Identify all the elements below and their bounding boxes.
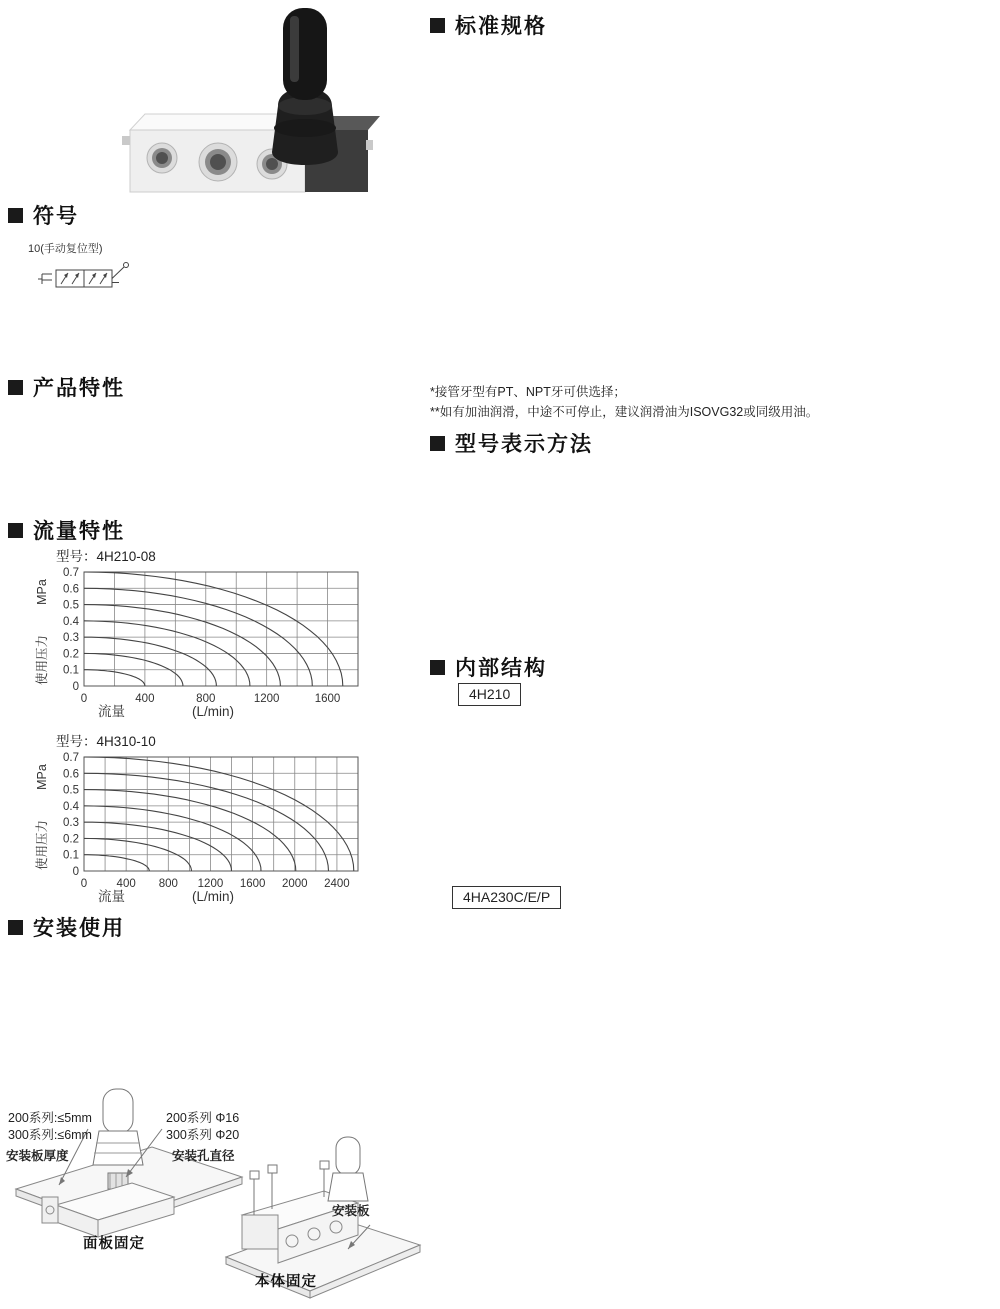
flow-chart-4h210-08 [26,548,366,720]
product-photo [100,2,400,197]
svg-text:0.4: 0.4 [63,615,79,628]
section-marker [8,208,23,223]
svg-text:MPa: MPa [35,764,49,790]
svg-text:0.7: 0.7 [63,567,79,579]
svg-text:0.1: 0.1 [63,664,79,677]
spec-footnotes [430,382,818,422]
svg-text:800: 800 [158,878,178,890]
mount-hole-spec-line2: 300系列 Φ20 [166,1128,240,1142]
svg-text:0.6: 0.6 [63,768,79,781]
section-features [8,372,125,402]
section-title: 流量特性 [33,520,125,543]
section-title: 安装使用 [33,917,125,940]
svg-text:0.7: 0.7 [63,752,79,764]
section-structure [430,652,547,682]
svg-text:0.1: 0.1 [63,849,79,862]
section-marker [430,436,445,451]
cross-section-4h210 [540,700,995,884]
svg-text:0.5: 0.5 [63,599,79,612]
svg-text:400: 400 [116,878,136,890]
valve-symbol-1 [22,240,156,305]
svg-text:使用压力: 使用压力 [35,819,49,871]
flow-curve-0.7MPa [84,572,343,686]
svg-text:0.4: 0.4 [63,800,79,813]
svg-text:400: 400 [135,693,155,705]
flow-curve-0.7MPa [84,757,354,871]
valve-symbol-drawing [22,256,148,300]
svg-text:0: 0 [80,693,88,705]
mount-plate-label: 安装板 [332,1204,370,1218]
section-marker [430,660,445,675]
svg-text:MPa: MPa [35,579,49,605]
svg-text:型号：4H210-08: 型号：4H210-08 [56,549,156,564]
svg-text:0.6: 0.6 [63,583,79,596]
footnote-2: **如有加油润滑，中途不可停止，建议润滑油为ISOVG32或同级用油。 [430,405,819,419]
section-installation [8,912,125,942]
section-title: 符号 [33,205,79,228]
section-model-code [430,428,593,458]
cross-section-4ha230 [540,902,1000,1088]
section-title: 型号表示方法 [455,433,593,456]
structure-tag-4ha230: 4HA230C/E/P [452,886,561,909]
section-marker [430,18,445,33]
svg-text:0: 0 [72,866,79,878]
svg-text:0.3: 0.3 [63,817,79,830]
svg-text:型号：4H310-10: 型号：4H310-10 [56,734,156,749]
svg-text:(L/min): (L/min) [192,889,235,904]
panel-mount-caption: 面板固定 [83,1236,145,1252]
section-marker [8,920,23,935]
flow-curve-0.3MPa [84,822,232,871]
section-specs [430,10,547,40]
section-symbols [8,200,79,230]
flow-curve-0.5MPa [84,790,296,871]
svg-text:0.5: 0.5 [63,784,79,797]
svg-text:800: 800 [196,693,216,705]
flow-curve-0.1MPa [84,855,149,871]
section-title: 产品特性 [33,377,125,400]
svg-text:0: 0 [80,878,88,890]
panel-thickness-label: 安装板厚度 [6,1149,69,1163]
svg-text:使用压力: 使用压力 [35,634,49,686]
svg-text:(L/min): (L/min) [192,704,235,719]
svg-text:2000: 2000 [281,878,308,890]
svg-text:2400: 2400 [324,878,350,890]
svg-text:1600: 1600 [314,693,341,705]
svg-text:1200: 1200 [253,693,280,705]
svg-text:0.3: 0.3 [63,632,79,645]
section-marker [8,380,23,395]
flow-chart-4h310-10 [26,733,366,905]
structure-tag-4h210: 4H210 [458,683,521,706]
panel-thickness-spec-line1: 200系列:≤5mm [8,1111,92,1125]
svg-text:0: 0 [72,681,79,693]
svg-text:流量: 流量 [98,704,125,719]
valve-symbol-label: 10(手动复位型) [28,243,103,255]
panel-thickness-spec-line2: 300系列:≤6mm [8,1128,92,1142]
section-title: 内部结构 [455,657,547,680]
svg-text:流量: 流量 [98,889,125,904]
section-title: 标准规格 [455,15,547,38]
section-flow [8,515,125,545]
footnote-1: *接管牙型有PT、NPT牙可供选择； [430,385,626,399]
mount-hole-label: 安装孔直径 [172,1149,235,1163]
svg-text:0.2: 0.2 [63,833,79,846]
svg-text:1200: 1200 [197,878,224,890]
section-marker [8,523,23,538]
mount-hole-spec-line1: 200系列 Φ16 [166,1111,240,1125]
flow-curve-0.5MPa [84,605,280,686]
body-mount-caption: 本体固定 [255,1274,317,1290]
svg-text:0.2: 0.2 [63,648,79,661]
valve-symbols-grid [22,240,424,305]
svg-text:1600: 1600 [239,878,266,890]
